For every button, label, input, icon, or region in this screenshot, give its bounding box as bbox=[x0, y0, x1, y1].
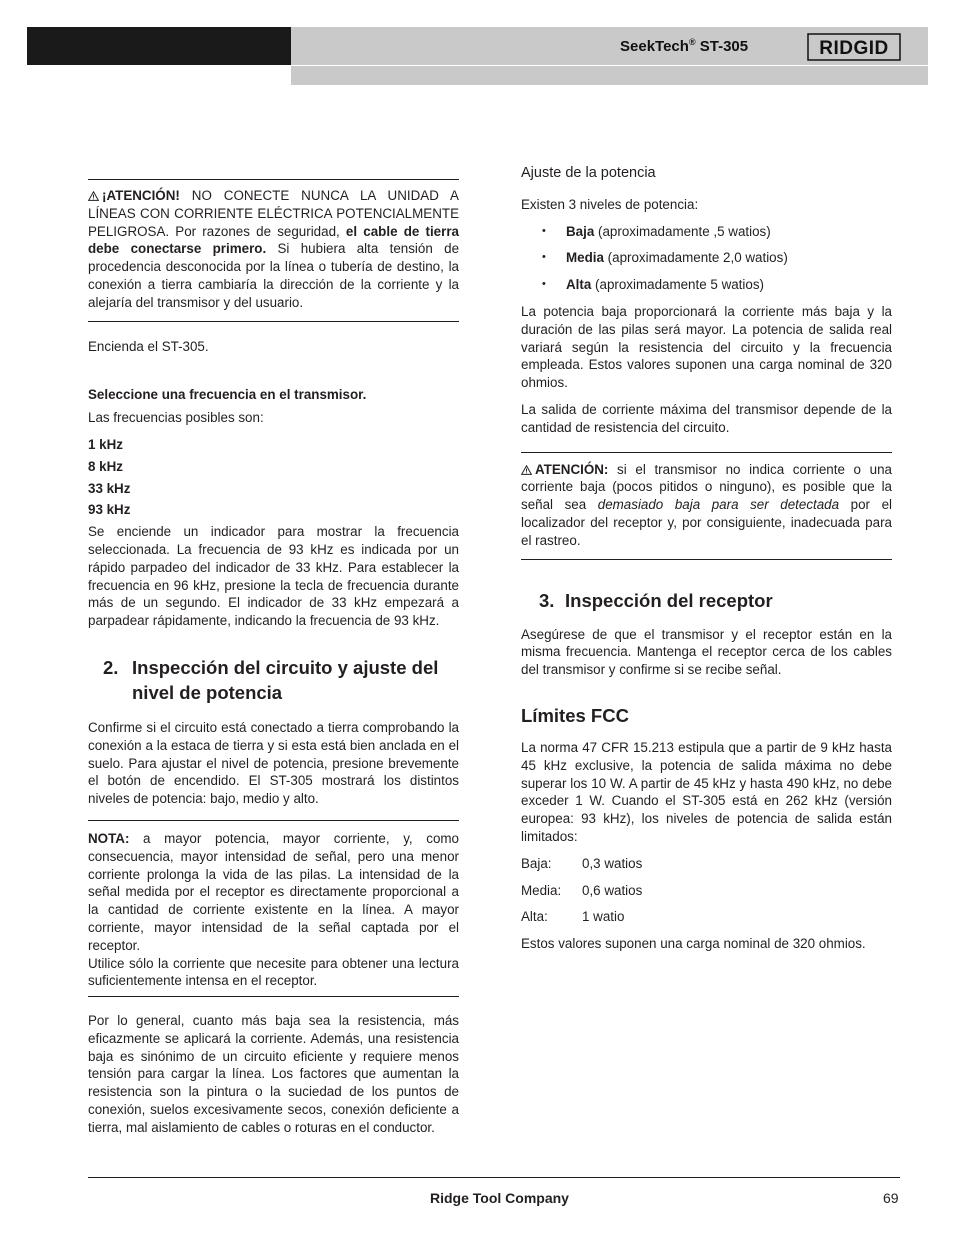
fcc-text: La norma 47 CFR 15.213 estipula que a partir de 9 kHz hasta 45 kHz exclusive, la potencia de salida máxima no debe superar los 10 W. A partir de 45 kHz y hasta 490 kHz, no debe exceder 1 W. Cuando el ST-305 está en 262 kHz (versión europea: 93 kHz), los niveles de potencia de salida están limitados: bbox=[521, 739, 892, 844]
rule bbox=[88, 321, 459, 322]
list-item: • Media (aproximadamente 2,0 watios) bbox=[521, 249, 892, 267]
frequency-text: Se enciende un indicador para mostrar la frecuencia seleccionada. La frecuencia de 93 kHz es indicada por un rápido parpadeo del indicador de 33 kHz. Para establecer la frecuencia en 96 kHz, presione la tecla de frecuencia durante más de un segundo. El indicador de 33 kHz empezará a parpadear rápidamente, indicando la frecuencia de 93 kHz. bbox=[88, 524, 459, 629]
power-text-1: La potencia baja proporcionará la corriente más baja y la duración de las pilas será mayor. La potencia de salida real variará según la resistencia del circuito y la frecuencia empleada. Estos valores suponen una carga nominal de 320 ohmios. bbox=[521, 303, 892, 391]
fcc-level-row: Alta: 1 watio bbox=[521, 909, 625, 925]
section-3-text: Asegúrese de que el transmisor y el receptor están en la misma frecuencia. Mantenga el receptor cerca de los cables del transmisor y confirme si se recibe señal. bbox=[521, 626, 892, 678]
power-heading: Ajuste de la potencia bbox=[521, 165, 656, 181]
fcc-level-row: Media: 0,6 watios bbox=[521, 882, 643, 898]
frequency-item: 93 kHz bbox=[88, 502, 131, 518]
footer-rule bbox=[88, 1177, 900, 1178]
page-number: 69 bbox=[883, 1190, 899, 1206]
frequency-item: 8 kHz bbox=[88, 458, 123, 474]
left-column bbox=[88, 179, 459, 1146]
list-item: • Alta (aproximadamente 5 watios) bbox=[521, 276, 892, 294]
svg-text:RIDGID: RIDGID bbox=[819, 38, 889, 59]
rule bbox=[521, 452, 892, 453]
frequency-item: 1 kHz bbox=[88, 436, 123, 452]
section-2-heading: 2. Inspección del circuito y ajuste del nivel de potencia bbox=[103, 656, 439, 703]
power-on-text: Encienda el ST-305. bbox=[88, 338, 209, 354]
power-intro: Existen 3 niveles de potencia: bbox=[521, 196, 699, 212]
rule bbox=[88, 179, 459, 180]
fcc-note: Estos valores suponen una carga nominal de 320 ohmios. bbox=[521, 936, 866, 952]
resistance-text: Por lo general, cuanto más baja sea la resistencia, más eficazmente se aplicará la corriente. Además, una resistencia baja es sinónimo de un circuito eficiente y requiere menos tensión para cargar la línea. Los factores que aumentan la resistencia son la pintura o la suciedad de los puntos de conexión, suelos excesivamente secos, conexión deficiente a tierra, mal aislamiento de cables o roturas en el conductor. bbox=[88, 1013, 459, 1135]
ridgid-logo bbox=[807, 33, 901, 61]
section-3-heading: 3. Inspección del receptor bbox=[539, 589, 773, 611]
rule bbox=[88, 996, 459, 997]
frequency-item: 33 kHz bbox=[88, 480, 131, 496]
header-grey-band bbox=[291, 65, 928, 85]
note-paragraph: NOTA: a mayor potencia, mayor corriente, y, como consecuencia, mayor intensidad de señal, pero una menor corriente prolonga la vida de las pilas. La intensidad de la señal medida por el receptor es directamente proporcional a la cantidad de corriente existente en la línea. A mayor corriente, mayor intensidad de la señal captada por el receptor. bbox=[88, 830, 459, 953]
power-text-2: La salida de corriente máxima del transmisor depende de la cantidad de resistencia del circuito. bbox=[521, 401, 892, 435]
warning-paragraph: ¡ATENCIÓN! NO CONECTE NUNCA LA UNIDAD A LÍNEAS CON CORRIENTE ELÉCTRICA POTENCIALMENTE PELIGROSA. Por razones de seguridad, el cable de tierra debe conectarse primero. Si hubiera alta tensión de procedencia desconocida por la línea o tubería de destino, la conexión a tierra cambiaría la dirección de la corriente y la alejaría del transmisor y del usuario. bbox=[88, 188, 460, 310]
rule bbox=[88, 820, 459, 821]
note-paragraph-2: Utilice sólo la corriente que necesite para obtener una lectura suficientemente intensa en el receptor. bbox=[88, 955, 459, 989]
header-black-bar bbox=[27, 27, 291, 65]
fcc-level-row: Baja: 0,3 watios bbox=[521, 855, 643, 871]
footer-company: Ridge Tool Company bbox=[430, 1190, 569, 1206]
fcc-heading: Límites FCC bbox=[521, 704, 629, 726]
warning-triangle-icon bbox=[88, 191, 99, 201]
select-frequency-heading: Seleccione una frecuencia en el transmisor. bbox=[88, 387, 367, 403]
list-item: • Baja (aproximadamente ,5 watios) bbox=[521, 223, 892, 241]
power-levels-list bbox=[521, 223, 892, 294]
warning-triangle-icon bbox=[521, 465, 532, 475]
rule bbox=[521, 559, 892, 560]
frequency-intro: Las frecuencias posibles son: bbox=[88, 410, 264, 426]
section-2-text: Confirme si el circuito está conectado a tierra comprobando la conexión a la estaca de tierra y si esta está bien anclada en el suelo. Para ajustar el nivel de potencia, presione brevemente el botón de encendido. El ST-305 mostrará los distintos niveles de potencia: bajo, medio y alto. bbox=[88, 719, 459, 807]
right-column bbox=[521, 165, 892, 962]
caution-paragraph: ATENCIÓN: si el transmisor no indica corriente o una corriente baja (pocos pitidos o ninguno), es posible que la señal sea demasiado baja para ser detectada por el localizador del receptor y, por consiguiente, inadecuada para el rastreo. bbox=[521, 461, 892, 548]
header-product-title: SeekTech® ST-305 bbox=[620, 37, 749, 55]
